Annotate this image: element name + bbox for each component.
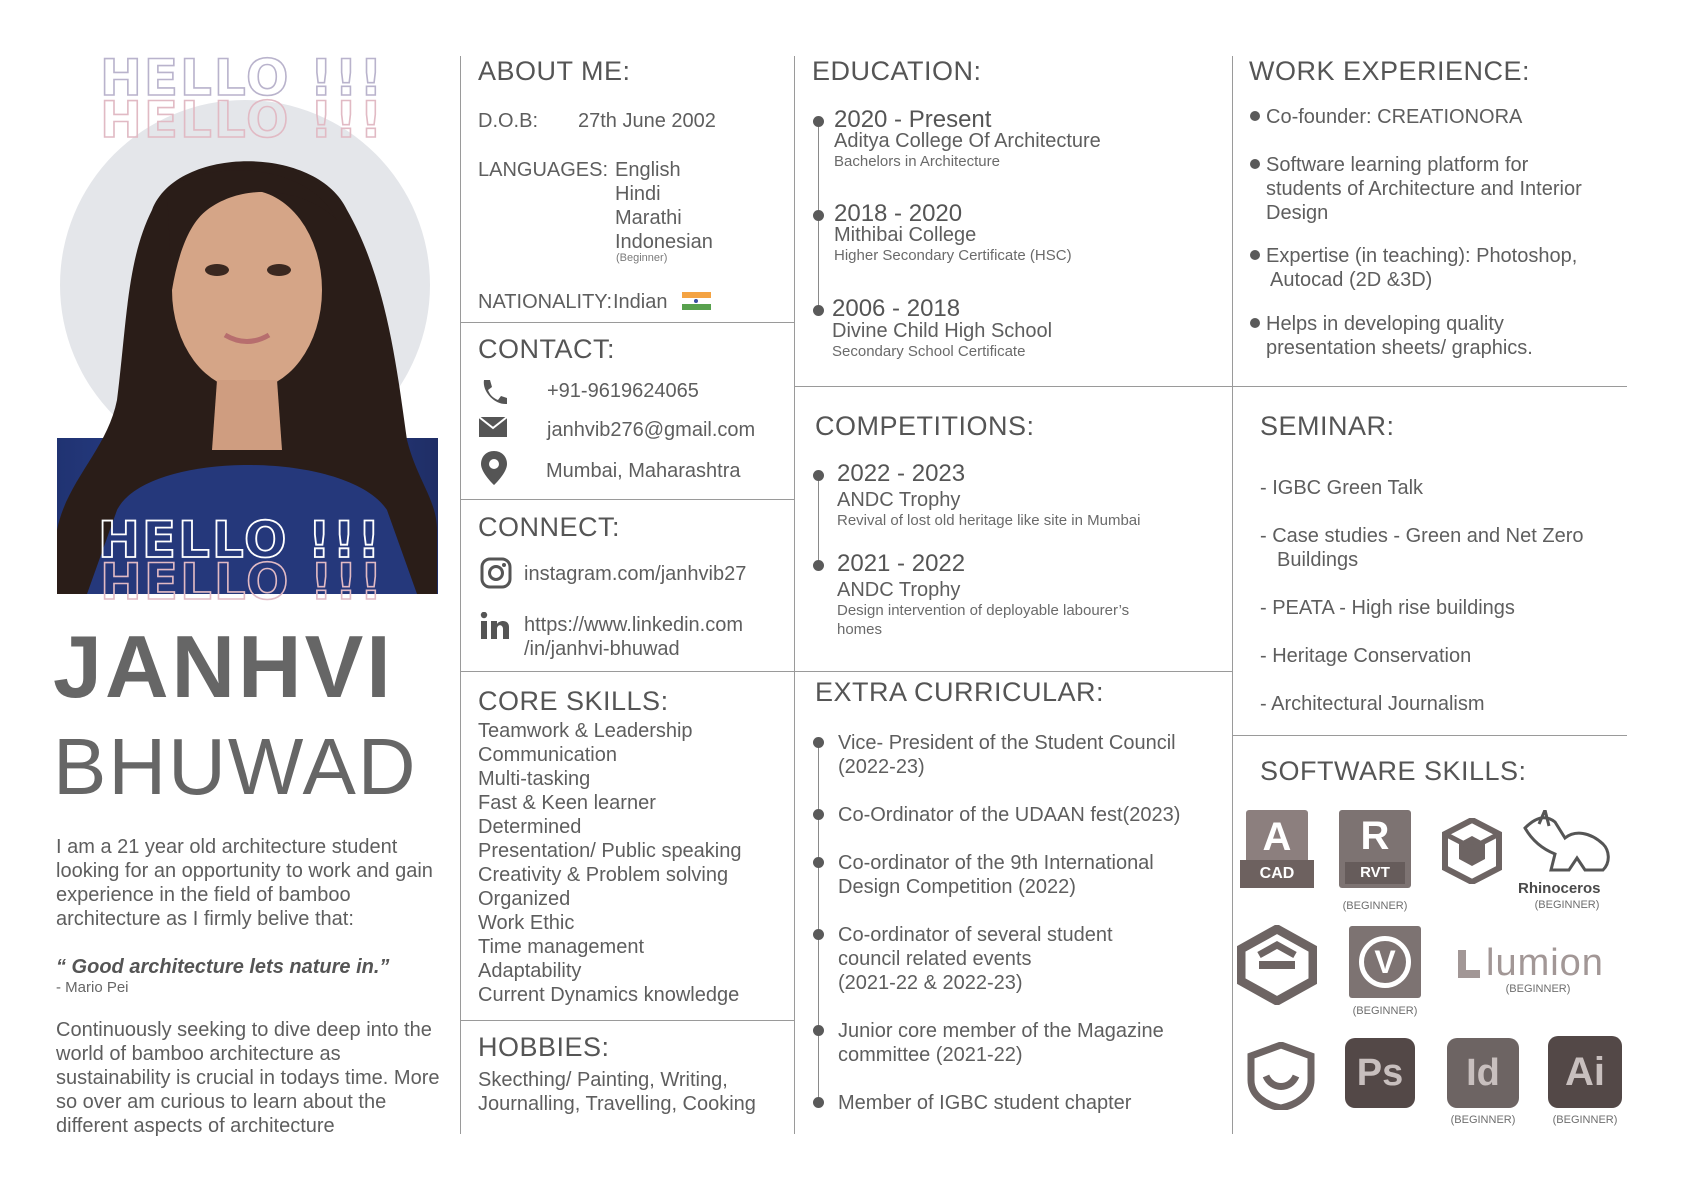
seminar-item: Buildings	[1277, 549, 1359, 571]
about-title: ABOUT ME:	[478, 56, 631, 86]
hello-outline-2: HELLO !!!	[100, 91, 385, 149]
education-detail: Bachelors in Architecture	[834, 153, 1000, 170]
hello-outline-pink: HELLO !!!	[100, 553, 385, 611]
language-item: Marathi	[615, 207, 682, 229]
skill-item: Creativity & Problem solving	[478, 864, 729, 886]
divider-skills	[460, 1020, 794, 1021]
education-school: Mithibai College	[834, 224, 977, 246]
nationality-value: Indian	[613, 291, 668, 313]
education-title: EDUCATION:	[812, 56, 982, 86]
divider-seminar	[1232, 735, 1627, 736]
skill-item: Communication	[478, 744, 617, 766]
beginner-label: (BEGINNER)	[1552, 1114, 1618, 1126]
seminar-item: - IGBC Green Talk	[1260, 477, 1424, 499]
dob-label: D.O.B:	[478, 110, 539, 132]
languages-label: LANGUAGES:	[478, 159, 609, 181]
quote-author: - Mario Pei	[56, 979, 129, 996]
work-item: Expertise (in teaching): Photoshop, Autocad (2D &3D)	[1250, 244, 1620, 292]
beginner-label: (BEGINNER)	[1450, 1114, 1516, 1126]
skill-item: Current Dynamics knowledge	[478, 984, 740, 1006]
instagram-icon	[480, 557, 512, 589]
extra-item: (2021-22 & 2022-23)	[838, 972, 1023, 994]
seminar-item: - Architectural Journalism	[1260, 693, 1485, 715]
timeline-dot	[813, 737, 824, 748]
hello-outline-white: HELLO !!!	[98, 511, 383, 569]
education-years: 2006 - 2018	[832, 295, 961, 322]
contact-title: CONTACT:	[478, 334, 615, 364]
core-skills-title: CORE SKILLS:	[478, 686, 669, 716]
phone-number[interactable]: +91-9619624065	[547, 380, 699, 402]
rhino-icon	[1515, 810, 1615, 880]
dob-value: 27th June 2002	[578, 110, 716, 132]
education-school: Divine Child High School	[832, 320, 1053, 342]
beginner-label: (BEGINNER)	[1534, 899, 1600, 911]
seminar-item: - Case studies - Green and Net Zero	[1260, 525, 1584, 547]
beginner-label: (BEGINNER)	[1352, 1005, 1418, 1017]
timeline-dot	[813, 1097, 824, 1108]
mail-icon	[479, 417, 507, 437]
education-school: Aditya College Of Architecture	[834, 130, 1101, 152]
autocad-icon: A CAD	[1240, 810, 1314, 890]
divider-connect	[460, 671, 794, 672]
timeline-dot	[813, 929, 824, 940]
timeline-dot	[813, 210, 824, 221]
timeline-dot	[813, 560, 824, 571]
timeline-dot	[813, 305, 824, 316]
last-name: BHUWAD	[53, 722, 418, 811]
competition-name: ANDC Trophy	[837, 489, 961, 511]
first-name: JANHVI	[53, 617, 394, 716]
divider-col-2	[794, 56, 795, 1134]
competition-years: 2022 - 2023	[837, 460, 966, 487]
divider-about	[460, 322, 794, 323]
work-title: WORK EXPERIENCE:	[1249, 56, 1531, 86]
work-item: Software learning platform for students of Architecture and Interior Design	[1250, 153, 1620, 225]
software-title: SOFTWARE SKILLS:	[1260, 756, 1527, 786]
language-item: Hindi	[615, 183, 661, 205]
linkedin-icon	[480, 612, 510, 640]
email-address[interactable]: janhvib276@gmail.com	[547, 419, 756, 441]
revit-icon: R RVT	[1339, 810, 1411, 890]
competition-years: 2021 - 2022	[837, 550, 966, 577]
extra-item: Member of IGBC student chapter	[838, 1092, 1132, 1114]
lumion-icon: lumion	[1486, 942, 1604, 984]
skill-item: Adaptability	[478, 960, 582, 982]
extra-curricular-title: EXTRA CURRICULAR:	[815, 677, 1105, 707]
language-item: English	[615, 159, 681, 181]
linkedin-link[interactable]: https://www.linkedin.com	[524, 614, 743, 636]
timeline-dot	[813, 809, 824, 820]
timeline-dot	[813, 1025, 824, 1036]
connect-title: CONNECT:	[478, 512, 621, 542]
divider-competitions	[794, 671, 1232, 672]
closing-text: Continuously seeking to dive deep into the world of bamboo architecture as sustainability is crucial in todays time. More so over am curious to learn about the different aspects of architecture	[56, 1019, 440, 1137]
education-years: 2020 - Present	[834, 106, 992, 133]
competition-name: ANDC Trophy	[837, 579, 961, 601]
indesign-icon: Id	[1447, 1038, 1519, 1108]
location-pin-icon	[481, 451, 507, 485]
skill-item: Work Ethic	[478, 912, 575, 934]
hobbies-title: HOBBIES:	[478, 1032, 610, 1062]
work-item: Co-founder: CREATIONORA	[1250, 105, 1522, 129]
timeline-dot	[813, 116, 824, 127]
education-years: 2018 - 2020	[834, 200, 963, 227]
education-detail: Higher Secondary Certificate (HSC)	[834, 247, 1072, 264]
extra-item: Co-ordinator of the 9th International	[838, 852, 1154, 874]
seminar-title: SEMINAR:	[1260, 411, 1395, 441]
d5-render-icon	[1246, 1042, 1316, 1110]
extra-item: Design Competition (2022)	[838, 876, 1076, 898]
skill-item: Fast & Keen learner	[478, 792, 656, 814]
timeline-dot	[813, 857, 824, 868]
divider-col-3	[1232, 56, 1233, 1134]
skill-item: Presentation/ Public speaking	[478, 840, 742, 862]
extra-item: Junior core member of the Magazine	[838, 1020, 1164, 1042]
divider-work	[1232, 386, 1627, 387]
extra-item: (2022-23)	[838, 756, 925, 778]
education-detail: Secondary School Certificate	[832, 343, 1026, 360]
location: Mumbai, Maharashtra	[546, 460, 741, 482]
competitions-title: COMPETITIONS:	[815, 411, 1035, 441]
illustrator-icon: Ai	[1548, 1036, 1622, 1108]
hobbies-line: Journalling, Travelling, Cooking	[478, 1093, 756, 1115]
extra-item: council related events	[838, 948, 1032, 970]
linkedin-link-cont[interactable]: /in/janhvi-bhuwad	[524, 638, 680, 660]
skill-item: Determined	[478, 816, 582, 838]
enscape-icon	[1237, 925, 1317, 1005]
extra-item: Co-ordinator of several student	[838, 924, 1113, 946]
skill-item: Organized	[478, 888, 571, 910]
extra-item: Co-Ordinator of the UDAAN fest(2023)	[838, 804, 1181, 826]
beginner-label: (BEGINNER)	[1505, 983, 1571, 995]
rhino-label: Rhinoceros	[1518, 880, 1601, 897]
skill-item: Time management	[478, 936, 644, 958]
competition-detail: Design intervention of deployable labourer’s	[837, 602, 1130, 619]
phone-icon	[479, 378, 509, 406]
seminar-item: - Heritage Conservation	[1260, 645, 1472, 667]
quote-text: “ Good architecture lets nature in.”	[56, 956, 390, 978]
divider-contact	[460, 499, 794, 500]
extra-item: Vice- President of the Student Council	[838, 732, 1176, 754]
sketchup-icon	[1441, 818, 1503, 884]
extra-timeline	[818, 742, 819, 1102]
lumion-glyph	[1458, 950, 1482, 980]
skill-item: Multi-tasking	[478, 768, 591, 790]
instagram-link[interactable]: instagram.com/janhvib27	[524, 563, 747, 585]
core-skills-list	[478, 719, 742, 1007]
seminar-item: - PEATA - High rise buildings	[1260, 597, 1515, 619]
competition-detail: homes	[837, 621, 883, 638]
divider-col-1	[460, 56, 461, 1134]
nationality-label: NATIONALITY:	[478, 291, 613, 313]
hobbies-line: Skecthing/ Painting, Writing,	[478, 1069, 728, 1091]
extra-item: committee (2021-22)	[838, 1044, 1023, 1066]
competition-detail: Revival of lost old heritage like site in Mumbai	[837, 512, 1141, 529]
language-item: Indonesian	[615, 231, 713, 253]
intro-text: I am a 21 year old architecture student looking for an opportunity to work and gain experience in the field of bamboo architecture as I firmly belive that:	[56, 836, 433, 930]
skill-item: Teamwork & Leadership	[478, 720, 693, 742]
timeline-dot	[813, 470, 824, 481]
beginner-label: (BEGINNER)	[1342, 900, 1408, 912]
divider-education	[794, 386, 1232, 387]
india-flag-icon	[682, 292, 711, 310]
work-item: Helps in developing quality presentation sheets/ graphics.	[1250, 312, 1620, 360]
hello-outline-1: HELLO !!!	[100, 49, 385, 107]
competitions-timeline	[818, 476, 819, 566]
photoshop-icon: Ps	[1345, 1038, 1415, 1108]
language-note: (Beginner)	[616, 252, 668, 264]
vray-icon: V	[1349, 926, 1421, 998]
